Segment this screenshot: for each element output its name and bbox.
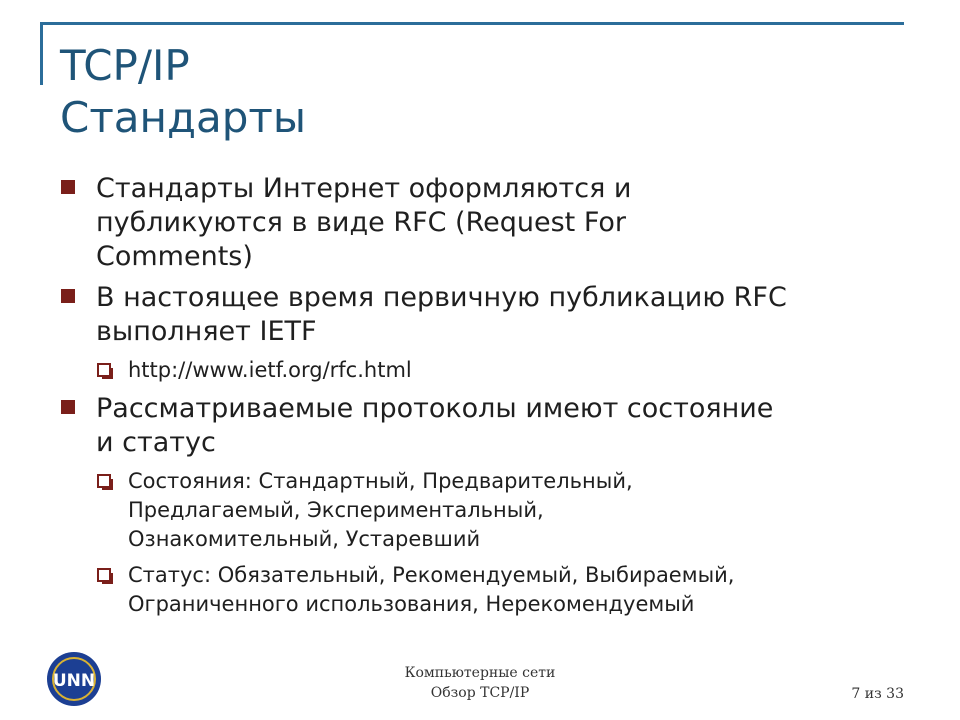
title-line-1: TCP/IP [60,41,190,90]
bullet-text-line: В настоящее время первичную публикацию RFC [96,282,787,313]
square-bullet-icon [61,180,75,194]
rfc-link[interactable]: http://www.ietf.org/rfc.html [128,358,412,382]
slide-title [60,40,306,144]
sub-bullet-text-line: Состояния: Стандартный, Предварительный, [128,469,633,493]
checkbox-bullet-icon [97,568,111,582]
bullet-text-line: и статус [96,427,216,458]
bullet-item [60,281,920,349]
square-bullet-icon [61,400,75,414]
sub-bullet-text-line: Предлагаемый, Экспериментальный, [128,498,544,522]
checkbox-bullet-icon [97,363,111,377]
frame-top-line [40,22,904,25]
university-logo-icon [46,651,102,707]
bullet-item [60,392,920,460]
slide-content [60,172,920,626]
checkbox-bullet-icon [97,474,111,488]
sub-bullet-item [60,356,920,385]
page-number: 7 из 33 [851,686,904,702]
sub-bullet-item [60,467,920,554]
frame-left-line [40,22,43,85]
sub-bullet-item [60,561,920,619]
sub-bullet-text-line: Ознакомительный, Устаревший [128,527,481,551]
footer-center [380,663,580,703]
bullet-text-line: Рассматриваемые протоколы имеют состояние [96,393,774,424]
title-line-2: Стандарты [60,93,307,142]
sub-bullet-text-line: Статус: Обязательный, Рекомендуемый, Выбираемый, [128,563,735,587]
square-bullet-icon [61,289,75,303]
bullet-text-line: Comments) [96,241,253,272]
footer-course: Компьютерные сети [404,665,556,681]
footer-topic: Обзор TCP/IP [430,685,530,701]
logo-text: UNN [52,671,96,691]
bullet-text-line: выполняет IETF [96,316,317,347]
bullet-text-line: публикуются в виде RFC (Request For [96,207,627,238]
bullet-item [60,172,920,274]
sub-bullet-text-line: Ограниченного использования, Нерекомендуемый [128,592,695,616]
bullet-text-line: Стандарты Интернет оформляются и [96,173,632,204]
